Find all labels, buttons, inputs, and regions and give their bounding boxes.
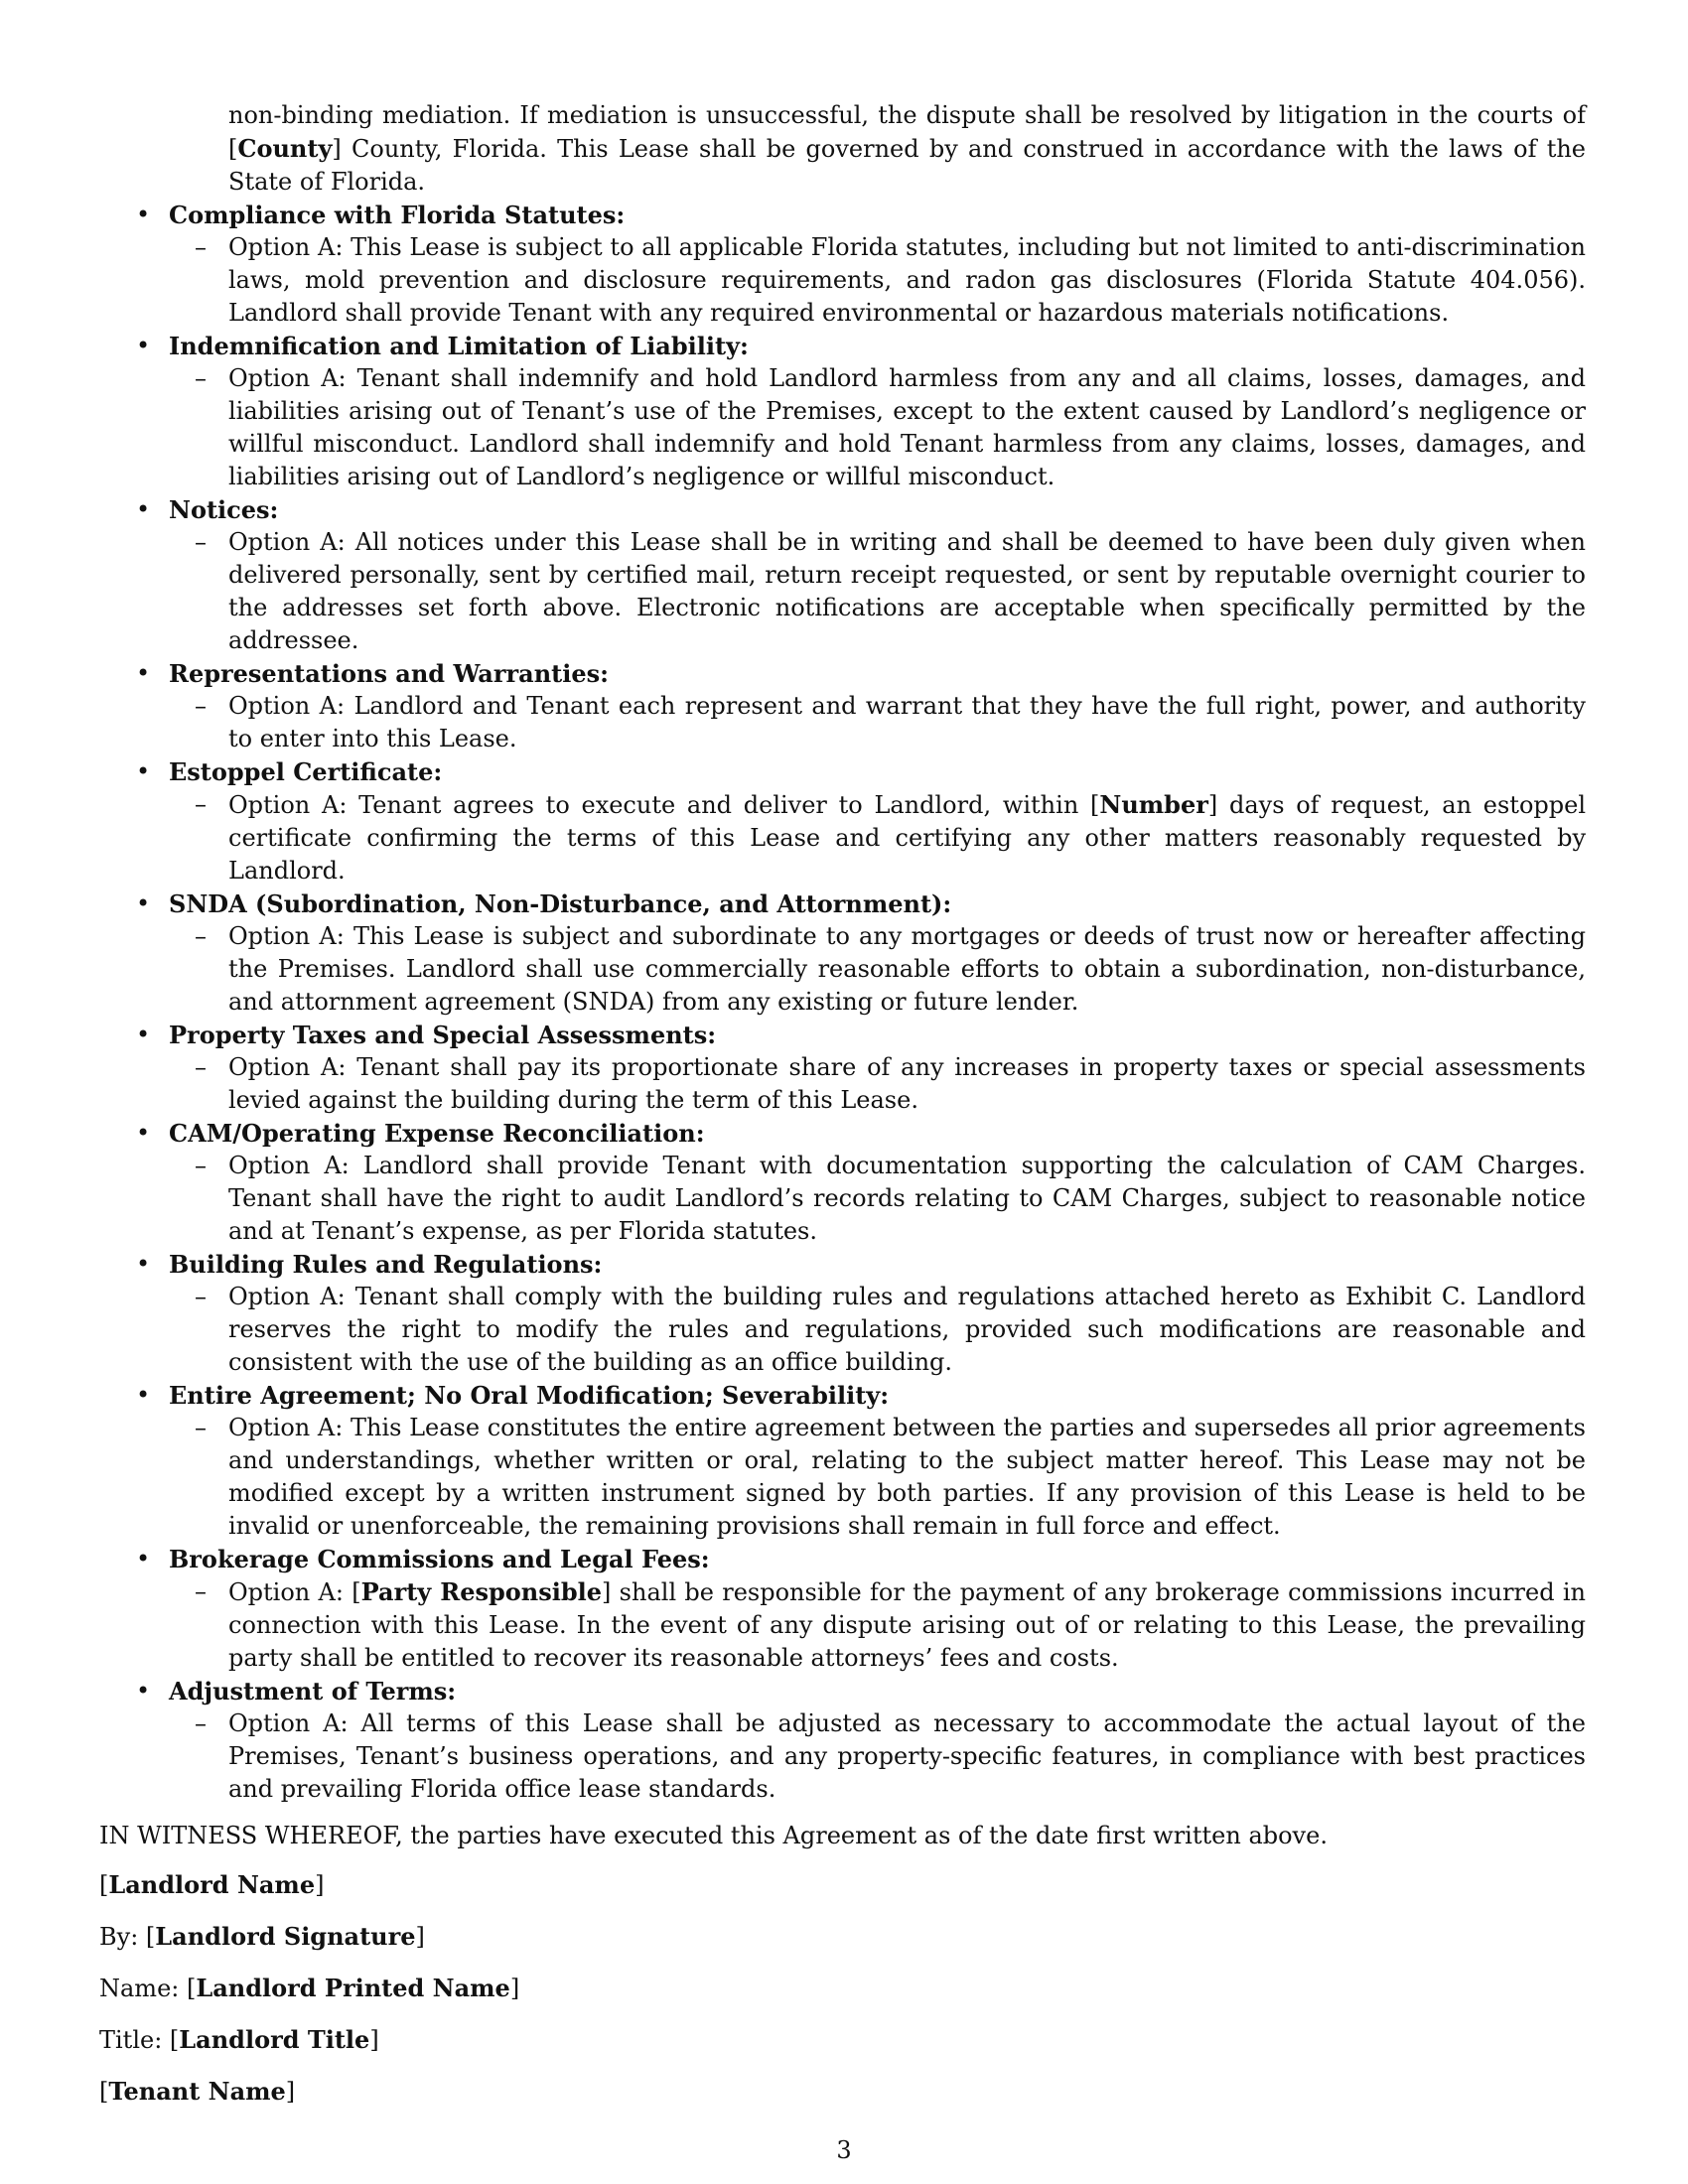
option-body: This Lease constitutes the entire agreement between the parties and supersedes all prior agreements and understandings, whether written or oral, relating to the subject matter hereof. This Lease may not be modified except by a written instrument signed by both parties. If any provision of this Lease is held to be invalid or unenforceable, the remaining provisions shall remain in full force and effect. bbox=[228, 1414, 1586, 1540]
dash-icon: – bbox=[195, 1283, 207, 1310]
option-body: Tenant shall pay its proportionate share of any increases in property taxes or special assessments levied against the building during the term of this Lease. bbox=[228, 1053, 1587, 1114]
option-body-continued: shall be responsible for the payment of any brokerage commissions incurred in connection with this Lease. In the event of any dispute arising out of or relating to this Lease, the prevailing party shall be entitled to recover its reasonable attorneys’ fees and costs. bbox=[228, 1578, 1586, 1672]
section-heading: Indemnification and Limitation of Liability: bbox=[169, 332, 749, 360]
bullet-icon: • bbox=[136, 1381, 151, 1409]
option-body: Tenant shall indemnify and hold Landlord harmless from any and all claims, losses, damages, and liabilities arising out of Tenant’s use of the Premises, except to the extent caused by Landlord’s negligence or willful misconduct. Landlord shall indemnify and hold Tenant harmless from any claims, losses, damages, and liabilities arising out of Landlord’s negligence or willful misconduct. bbox=[228, 364, 1586, 490]
option-label: Option A: bbox=[228, 1709, 361, 1737]
landlord-printed-name-placeholder: Landlord Printed Name bbox=[196, 1974, 510, 2002]
section-notices bbox=[99, 493, 1589, 657]
dash-icon: – bbox=[195, 364, 207, 392]
section-heading: Brokerage Commissions and Legal Fees: bbox=[169, 1545, 710, 1573]
bullet-icon: • bbox=[136, 1119, 151, 1147]
option-body-continued: days of request, an estoppel certificate confirming the terms of this Lease and certifying any other matters reasonably requested by Landlord. bbox=[228, 791, 1586, 885]
option-text bbox=[195, 920, 1586, 1019]
option-label: Option A: bbox=[228, 1414, 351, 1441]
dash-icon: – bbox=[195, 233, 207, 261]
landlord-name-line: [Landlord Name] bbox=[99, 1870, 325, 1899]
option-label: Option A: bbox=[228, 791, 359, 819]
section-heading: Compliance with Florida Statutes: bbox=[169, 201, 626, 229]
option-body: All notices under this Lease shall be in writing and shall be deemed to have been duly given when delivered personally, sent by certified mail, return receipt requested, or sent by reputable overnight courier to the addresses set forth above. Electronic notifications are acceptable when specifically permitted by the addressee. bbox=[228, 528, 1586, 654]
option-label: Option A: bbox=[228, 692, 354, 720]
dash-icon: – bbox=[195, 922, 207, 950]
county-placeholder: County bbox=[237, 134, 333, 163]
dash-icon: – bbox=[195, 1414, 207, 1441]
landlord-name-placeholder: Landlord Name bbox=[108, 1870, 316, 1899]
witness-statement: IN WITNESS WHEREOF, the parties have executed this Agreement as of the date first written above. bbox=[99, 1822, 1328, 1849]
signature-label: Name: bbox=[99, 1975, 187, 2002]
option-label: Option A: bbox=[228, 364, 357, 392]
option-label: Option A: bbox=[228, 1283, 355, 1310]
option-text bbox=[195, 526, 1586, 657]
option-label: Option A: bbox=[228, 233, 352, 261]
bullet-icon: • bbox=[136, 1545, 151, 1572]
landlord-title-placeholder: Landlord Title bbox=[179, 2025, 370, 2054]
option-body: Tenant agrees to execute and deliver to Landlord, within bbox=[358, 791, 1090, 819]
section-heading: Estoppel Certificate: bbox=[169, 757, 443, 786]
option-text: – Option A: [Party Responsible] shall be responsible for the payment of any brokerage commissions incurred in connection with this Lease. In the event of any dispute arising out of or relating to this Lease, the prevailing party shall be entitled to recover its reasonable attorneys’ fees and costs. bbox=[195, 1577, 1586, 1672]
document-page bbox=[99, 99, 1589, 2109]
bullet-icon: • bbox=[136, 659, 151, 687]
section-indemnification bbox=[99, 330, 1589, 493]
landlord-signature-line: By: [Landlord Signature] bbox=[99, 1922, 425, 1951]
dash-icon: – bbox=[195, 1709, 207, 1737]
option-label: Option A: bbox=[228, 1578, 352, 1606]
bullet-icon: • bbox=[136, 889, 151, 917]
option-text bbox=[195, 1707, 1586, 1806]
option-text bbox=[195, 362, 1586, 493]
option-text bbox=[195, 1051, 1587, 1117]
section-estoppel bbox=[99, 755, 1589, 887]
section-cam-reconciliation bbox=[99, 1117, 1589, 1248]
section-representations bbox=[99, 657, 1589, 755]
dash-icon: – bbox=[195, 528, 207, 556]
option-body: Tenant shall comply with the building rules and regulations attached hereto as Exhibit C. Landlord reserves the right to modify the rules and regulations, provided such modifications are reasonable and consistent with the use of the building as an office building. bbox=[228, 1283, 1586, 1376]
landlord-title-line: Title: [Landlord Title] bbox=[99, 2025, 379, 2054]
option-text bbox=[195, 1412, 1586, 1543]
intro-text-continued: County, Florida. This Lease shall be governed by and construed in accordance with the laws of the State of Florida. bbox=[228, 135, 1586, 196]
landlord-signature-placeholder: Landlord Signature bbox=[155, 1922, 416, 1951]
option-body: Landlord shall provide Tenant with documentation supporting the calculation of CAM Charges. Tenant shall have the right to audit Landlord’s records relating to CAM Charges, subject to reasonable notice and at Tenant’s expense, as per Florida statutes. bbox=[228, 1152, 1586, 1245]
number-placeholder: Number bbox=[1099, 790, 1208, 819]
dash-icon: – bbox=[195, 1053, 207, 1081]
section-heading: Notices: bbox=[169, 495, 279, 524]
section-heading: Adjustment of Terms: bbox=[169, 1677, 457, 1706]
dash-icon: – bbox=[195, 1152, 207, 1179]
signature-block bbox=[99, 1868, 1589, 2109]
bullet-icon: • bbox=[136, 201, 151, 228]
option-body: This Lease is subject and subordinate to any mortgages or deeds of trust now or hereafter affecting the Premises. Landlord shall use commercially reasonable efforts to obtain a subordination, non-disturbance, and attornment agreement (SNDA) from any existing or future lender. bbox=[228, 922, 1586, 1016]
section-heading: CAM/Operating Expense Reconciliation: bbox=[169, 1119, 705, 1148]
signature-label: Title: bbox=[99, 2026, 170, 2054]
dash-icon: – bbox=[195, 790, 207, 818]
dash-icon: – bbox=[195, 692, 207, 720]
option-body: Landlord and Tenant each represent and warrant that they have the full right, power, and authority to enter into this Lease. bbox=[228, 692, 1586, 752]
bullet-icon: • bbox=[136, 495, 151, 523]
section-snda bbox=[99, 887, 1589, 1019]
page-number: 3 bbox=[836, 2136, 852, 2164]
intro-text: non-binding mediation. If mediation is unsuccessful, the dispute shall be resolved by litigation in the courts of bbox=[228, 101, 1586, 129]
bullet-icon: • bbox=[136, 332, 151, 359]
section-heading: Building Rules and Regulations: bbox=[169, 1250, 603, 1279]
intro-paragraph: non-binding mediation. If mediation is unsuccessful, the dispute shall be resolved by litigation in the courts of [County] County, Florida. This Lease shall be governed by and construed in accordance with the laws of the State of Florida. bbox=[228, 101, 1586, 196]
option-body: This Lease is subject to all applicable Florida statutes, including but not limited to anti-discrimination laws, mold prevention and disclosure requirements, and radon gas disclosures (Florida Statute 404.056). Landlord shall provide Tenant with any required environmental or hazardous materials notifications. bbox=[228, 233, 1586, 327]
section-building-rules bbox=[99, 1248, 1589, 1379]
option-label: Option A: bbox=[228, 1053, 357, 1081]
option-text bbox=[195, 690, 1586, 755]
option-label: Option A: bbox=[228, 922, 353, 950]
option-body: All terms of this Lease shall be adjusted as necessary to accommodate the actual layout of the Premises, Tenant’s business operations, and any property-specific features, in compliance with best practices and prevailing Florida office lease standards. bbox=[228, 1709, 1586, 1803]
section-heading: Entire Agreement; No Oral Modification; Severability: bbox=[169, 1381, 890, 1410]
option-text: – Option A: Tenant agrees to execute and deliver to Landlord, within [Number] days of request, an estoppel certificate confirming the terms of this Lease and certifying any other matters reasonably requested by Landlord. bbox=[195, 790, 1586, 885]
party-responsible-placeholder: Party Responsible bbox=[360, 1577, 603, 1606]
section-property-taxes bbox=[99, 1019, 1589, 1117]
lease-sections-list bbox=[99, 199, 1589, 1806]
dash-icon: – bbox=[195, 1577, 207, 1605]
section-brokerage bbox=[99, 1543, 1589, 1675]
bullet-icon: • bbox=[136, 1250, 151, 1278]
option-text bbox=[195, 1281, 1586, 1379]
section-entire-agreement bbox=[99, 1379, 1589, 1543]
section-adjustment-of-terms bbox=[99, 1675, 1589, 1806]
option-label: Option A: bbox=[228, 1152, 363, 1179]
section-compliance bbox=[99, 199, 1589, 330]
signature-label: By: bbox=[99, 1923, 146, 1951]
section-heading: SNDA (Subordination, Non-Disturbance, and Attornment): bbox=[169, 889, 952, 918]
section-heading: Property Taxes and Special Assessments: bbox=[169, 1021, 717, 1049]
option-label: Option A: bbox=[228, 528, 355, 556]
section-heading: Representations and Warranties: bbox=[169, 659, 609, 688]
tenant-name-line: [Tenant Name] bbox=[99, 2077, 296, 2106]
bullet-icon: • bbox=[136, 757, 151, 785]
bullet-icon: • bbox=[136, 1021, 151, 1048]
option-text bbox=[195, 1150, 1586, 1248]
bullet-icon: • bbox=[136, 1677, 151, 1705]
option-text bbox=[195, 231, 1586, 330]
tenant-name-placeholder: Tenant Name bbox=[108, 2077, 286, 2106]
landlord-printed-name-line: Name: [Landlord Printed Name] bbox=[99, 1974, 520, 2002]
